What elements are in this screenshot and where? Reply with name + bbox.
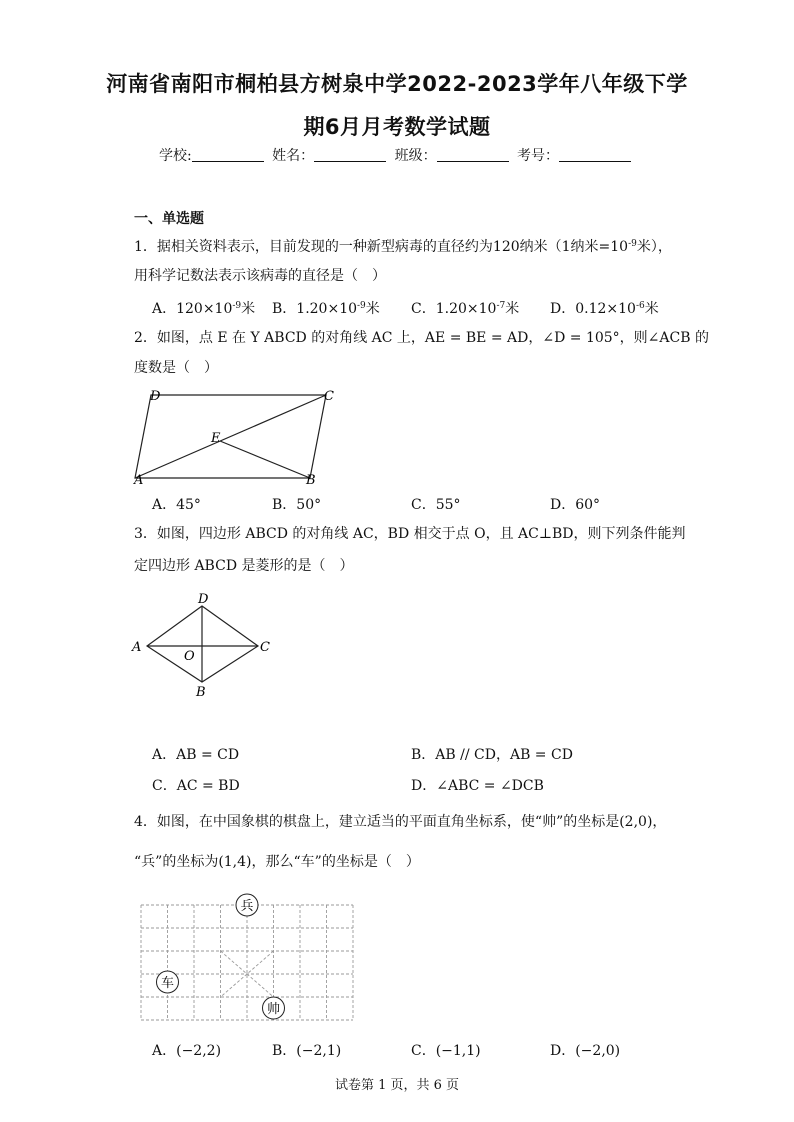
student-info [0,145,794,165]
q1-stem-line2: 用科学记数法表示该病毒的直径是（ ） [134,268,386,284]
q2-option-c[interactable]: C．55° [411,497,461,513]
q3-option-d[interactable]: D．∠ABC = ∠DCB [411,778,544,794]
q1-option-a[interactable] [152,298,255,318]
label-b: B [196,685,206,700]
q3-option-a[interactable]: A．AB = CD [152,747,240,763]
q2-option-a[interactable]: A．45° [152,497,201,513]
piece-bing [236,894,258,916]
school-blank [192,147,264,162]
q2-stem-line1: 2．如图，点 E 在 Y ABCD 的对角线 AC 上，AE = BE = AD，∠D = 105°，则∠ACB 的 [134,330,709,346]
q1-opt-c-text: C．1.20×10 [411,301,497,317]
info-school-label: 学校: [158,148,192,164]
q3-stem-line1: 3．如图，四边形 ABCD 的对角线 AC，BD 相交于点 O，且 AC⊥BD，则下列条件能判 [134,526,686,542]
label-e: E [211,431,221,446]
q3-option-c[interactable]: C．AC = BD [152,778,240,794]
q1-sup: -9 [628,239,637,249]
q2-stem-line2: 度数是（ ） [134,360,218,376]
piece-che [157,971,179,993]
label-d: D [150,389,161,404]
q4-stem-line2: “兵”的坐标为(1,4)，那么“车”的坐标是（ ） [134,854,420,870]
class-blank [437,147,509,162]
q2-option-d[interactable]: D．60° [550,497,601,513]
piece-shuai [263,997,285,1019]
q4-option-c[interactable]: C．(−1,1) [411,1043,481,1059]
q1-option-c[interactable] [411,298,519,318]
q4-option-d[interactable]: D．(−2,0) [550,1043,621,1059]
q3-stem-line2: 定四边形 ABCD 是菱形的是（ ） [134,558,354,574]
section-title: 一、单选题 [134,211,204,227]
segment-eb [220,441,310,478]
label-c: C [260,640,270,655]
page-footer: 试卷第 1 页，共 6 页 [334,1078,460,1093]
q1-opt-d-sup: -6 [635,301,645,311]
info-class-label: 班级： [394,148,437,164]
q1-text-b: =10 [598,239,629,255]
page-title-line2: 期6月月考数学试题 [303,115,491,139]
label-b: B [306,473,316,486]
q1-option-d[interactable] [550,298,659,318]
q1-opt-a-sup: -9 [232,301,242,311]
q1-opt-b-sup: -9 [357,301,366,311]
piece-bing-label: 兵 [240,899,254,914]
info-id-label: 考号： [517,148,560,164]
q3-rhombus-figure [128,586,278,702]
diagonal-ac [135,395,326,478]
q1-opt-a-unit: 米 [241,301,256,317]
label-c: C [324,389,334,404]
piece-che-label: 车 [160,976,175,991]
q1-text-c: 米）， [636,239,672,255]
q1-opt-c-sup: -7 [496,301,506,311]
label-a: A [132,640,142,655]
page-title-line1: 河南省南阳市桐柏县方树泉中学2022-2023学年八年级下学 [106,72,688,96]
label-d: D [198,592,209,607]
piece-shuai-label: 帅 [266,1002,281,1017]
q1-opt-d-text: D．0.12×10 [550,301,636,317]
label-a: A [134,473,144,486]
label-o: O [184,649,195,664]
q1-opt-b-unit: 米 [365,301,380,317]
q2-option-b[interactable]: B．50° [272,497,322,513]
q4-option-b[interactable]: B．(−2,1) [272,1043,342,1059]
q1-text-a: 1．据相关资料表示，目前发现的一种新型病毒的直径约为120纳米（1纳米 [134,239,599,255]
q1-opt-c-unit: 米 [505,301,520,317]
id-blank [559,147,631,162]
q2-parallelogram-figure [130,384,340,486]
q1-opt-d-unit: 米 [644,301,659,317]
q1-opt-b-text: B．1.20×10 [272,301,358,317]
name-blank [314,147,386,162]
q4-option-a[interactable]: A．(−2,2) [152,1043,222,1059]
q1-stem-line1 [134,234,672,257]
q4-chessboard-figure [136,890,358,1026]
q3-option-b[interactable]: B．AB // CD，AB = CD [411,747,573,763]
q1-opt-a-text: A．120×10 [152,301,233,317]
info-name-label: 姓名： [272,148,315,164]
q4-stem-line1: 4．如图，在中国象棋的棋盘上，建立适当的平面直角坐标系，使“帅”的坐标是(2,0)， [134,814,667,830]
q1-option-b[interactable] [272,298,380,318]
